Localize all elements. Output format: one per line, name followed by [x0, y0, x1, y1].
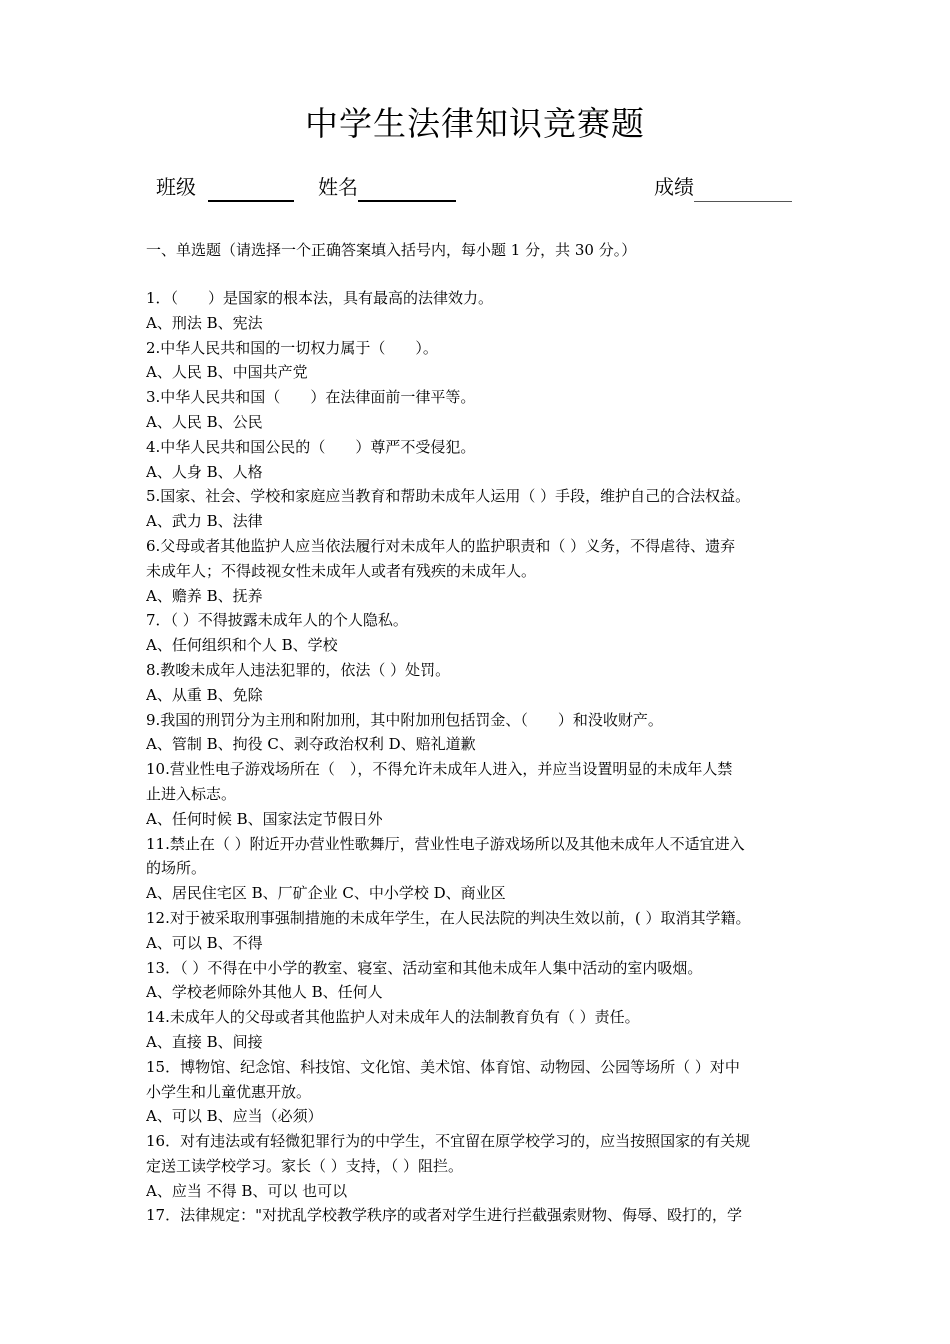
question-line: 11.禁止在（ ）附近开办营业性歌舞厅，营业性电子游戏场所以及其他未成年人不适宜进入 [146, 834, 745, 853]
class-field [156, 172, 294, 202]
question-line: 5.国家、社会、学校和家庭应当教育和帮助未成年人运用（ ）手段，维护自己的合法权益。 [146, 487, 751, 506]
question-line-continued: 小学生和儿童优惠开放。 [146, 1082, 312, 1101]
answer-options: A、管制 B、拘役 C、剥夺政治权利 D、赔礼道歉 [146, 735, 476, 754]
score-label: 成绩 [654, 175, 694, 199]
question-line-continued: 的场所。 [146, 859, 207, 878]
question-line-continued: 定送工读学校学习。家长（ ）支持，（ ）阻拦。 [146, 1156, 464, 1175]
answer-options: A、居民住宅区 B、厂矿企业 C、中小学校 D、商业区 [146, 884, 506, 903]
answer-options: A、直接 B、间接 [146, 1032, 263, 1051]
score-field [654, 172, 792, 202]
question-line: 6.父母或者其他监护人应当依法履行对未成年人的监护职责和（ ）义务，不得虐待、遗弃 [146, 536, 736, 555]
question-line: 15．博物馆、纪念馆、科技馆、文化馆、美术馆、体育馆、动物园、公园等场所（ ）对中 [146, 1057, 740, 1076]
section-title: 一、单选题（请选择一个正确答案填入括号内，每小题 1 分，共 30 分。） [146, 241, 637, 259]
question-line-continued: 止进入标志。 [146, 784, 237, 803]
answer-options: A、任何组织和个人 B、学校 [146, 636, 338, 655]
question-line: 4.中华人民共和国公民的（ ）尊严不受侵犯。 [146, 437, 476, 456]
answer-options: A、学校老师除外其他人 B、任何人 [146, 983, 383, 1002]
question-line: 10.营业性电子游戏场所在（ ），不得允许未成年人进入，并应当设置明显的未成年人禁 [146, 760, 733, 779]
answer-options: A、应当 不得 B、可以 也可以 [146, 1181, 348, 1200]
question-line: 14.未成年人的父母或者其他监护人对未成年人的法制教育负有（ ）责任。 [146, 1008, 640, 1027]
question-line: 1．（ ）是国家的根本法，具有最高的法律效力。 [146, 289, 494, 307]
question-line: 16．对有违法或有轻微犯罪行为的中学生，不宜留在原学校学习的，应当按照国家的有关规 [146, 1132, 751, 1151]
question-line-continued: 未成年人；不得歧视女性未成年人或者有残疾的未成年人。 [146, 561, 537, 580]
answer-options: A、从重 B、免除 [146, 685, 263, 704]
student-info-row [0, 172, 950, 206]
answer-options: A、赡养 B、抚养 [146, 586, 263, 605]
answer-options: A、人民 B、中国共产党 [146, 363, 308, 382]
question-line: 3.中华人民共和国（ ）在法律面前一律平等。 [146, 388, 476, 407]
answer-options: A、武力 B、法律 [146, 512, 263, 531]
answer-options: A、可以 B、不得 [146, 933, 263, 952]
name-label: 姓名 [318, 175, 358, 199]
question-line: 17．法律规定："对扰乱学校教学秩序的或者对学生进行拦截强索财物、侮辱、殴打的，学 [146, 1206, 742, 1225]
question-line: 7．（ ）不得披露未成年人的个人隐私。 [146, 611, 408, 630]
answer-options: A、人身 B、人格 [146, 462, 263, 481]
question-line: 9.我国的刑罚分为主刑和附加刑，其中附加刑包括罚金、（ ）和没收财产。 [146, 710, 663, 729]
question-list [146, 286, 810, 1228]
answer-options: A、人民 B、公民 [146, 412, 263, 431]
page-title: 中学生法律知识竞赛题 [305, 104, 645, 143]
question-line: 8.教唆未成年人违法犯罪的，依法（ ）处罚。 [146, 660, 451, 679]
answer-options: A、可以 B、应当（必须） [146, 1107, 323, 1126]
question-line: 12.对于被采取刑事强制措施的未成年学生，在人民法院的判决生效以前，( ）取消其学籍。 [146, 908, 751, 927]
name-field [318, 172, 456, 202]
question-line: 2.中华人民共和国的一切权力属于（ ）。 [146, 338, 438, 357]
score-blank [694, 177, 792, 202]
class-blank [208, 176, 294, 202]
class-label: 班级 [156, 175, 196, 199]
question-line: 13．（ ）不得在中小学的教室、寝室、活动室和其他未成年人集中活动的室内吸烟。 [146, 958, 703, 977]
answer-options: A、任何时候 B、国家法定节假日外 [146, 809, 383, 828]
name-blank [358, 176, 456, 202]
answer-options: A、刑法 B、宪法 [146, 313, 263, 332]
